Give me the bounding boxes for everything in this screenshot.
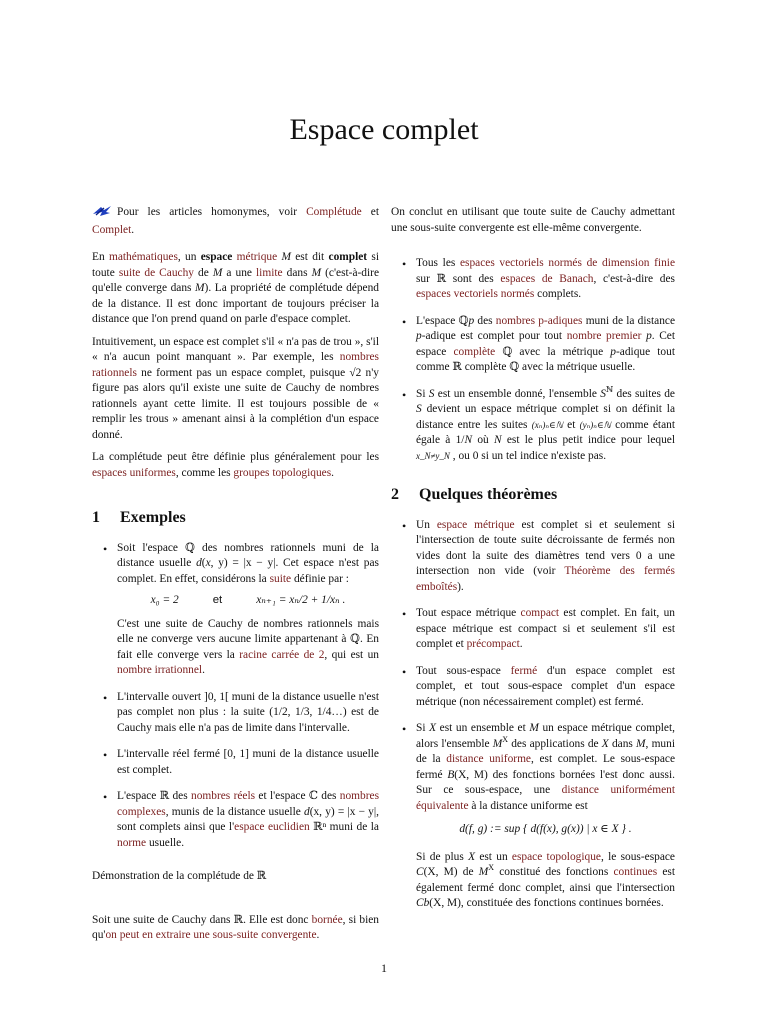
list-item: • Tout espace métrique compact est complet. En fait, un espace métrique est compact si et seulement s'il est complet et précompact.: [416, 606, 675, 653]
link-nombres-rationnels[interactable]: nombres rationnels: [92, 351, 379, 379]
list-item: • Si S est un ensemble donné, l'ensemble $S^ℕ$ des suites de S devient un espace métrique complet si on définit la distance entre les suites (xₙ)ₙ∈ℕ et (yₙ)ₙ∈ℕ comme étant égale à 1/N où N est le plus petit indice pour lequel x_N≠y_N , ou 0 si un tel indice n'existe pas.: [416, 387, 675, 465]
link-compact[interactable]: compact: [520, 607, 560, 620]
link-bornee[interactable]: bornée: [311, 913, 343, 926]
link-groupes-topologiques[interactable]: groupes topologiques: [233, 466, 332, 479]
link-norme[interactable]: norme: [117, 836, 147, 849]
list-item: • Tous les espaces vectoriels normés de dimension finie sur ℝ sont des espaces de Banach, c'est-à-dire des espaces vectoriels normés complets.: [416, 256, 675, 303]
generalisation-paragraph: La complétude peut être définie plus généralement pour les espaces uniformes, comme les groupes topologiques.: [92, 451, 379, 479]
link-distance-uniformement-equivalente[interactable]: distance uniformément équivalente: [416, 784, 675, 812]
link-nombres-reels[interactable]: nombres réels: [191, 790, 256, 803]
theorems-list: [391, 518, 675, 912]
intuition-paragraph: Intuitivement, un espace est complet s'il « n'a pas de trou », s'il « n'a aucun point manquant ». Par exemple, les nombres rationnels ne forment pas un espace complet, puisque √2 n'y figure pas alors qu'il existe une suite de Cauchy de nombres rationnels ayant cette limite. Il est toujours possible de « remplir les trous » amenant ainsi à la complétion d'un espace donné.: [92, 335, 379, 441]
list-item: • L'espace ℝ des nombres réels et l'espace ℂ des nombres complexes, munis de la distance usuelle d(x, y) = |x − y|, sont complets ainsi que l'espace euclidien ℝⁿ muni de la norme usuelle.: [117, 789, 379, 851]
link-metrique[interactable]: métrique: [236, 251, 278, 263]
link-espaces-uniformes[interactable]: espaces uniformes: [92, 466, 176, 479]
section-heading-theoremes: 2 Quelques théorèmes: [391, 486, 558, 503]
list-item: • L'intervalle ouvert ]0, 1[ muni de la distance usuelle n'est pas complet non plus : la suite (1/2, 1/3, 1/4…) est de Cauchy mais elle n'a pas de limite dans l'intervalle.: [117, 690, 379, 737]
link-espace-metrique[interactable]: espace métrique: [436, 518, 515, 531]
link-evn-dimension-finie[interactable]: espaces vectoriels normés de dimension finie: [459, 257, 675, 269]
complete-spaces-list: [391, 256, 675, 464]
link-espace-topologique[interactable]: espace topologique: [511, 850, 601, 863]
link-distance-uniforme[interactable]: distance uniforme: [446, 753, 531, 766]
section-heading-exemples: 1 Exemples: [92, 509, 186, 526]
list-item: • Si X est un ensemble et M un espace métrique complet, alors l'ensemble $M^X$ des applications de X dans M, muni de la distance uniforme, est complet. Le sous-espace fermé B(X, M) des fonctions bornées l'est donc aussi. Sur ce sous-espace, une distance uniformément équivalente à la distance uniforme est d(f, g) := sup { d(f(x), g(x)) | x ∈ X } . Si de plus X est un espace topologique, le sous-espace C(X, M) de $M^X$ constitué des fonctions continues est également fermé donc complet, ainsi que l'intersection Cb(X, M), constituée des fonctions continues bornées.: [416, 721, 675, 912]
demonstration-paragraph: Soit une suite de Cauchy dans ℝ. Elle est donc bornée, si bien qu'on peut en extraire une sous-suite convergente.: [92, 913, 379, 942]
list-item: • L'espace ℚp des nombres p-adiques muni de la distance p-adique est complet pour tout nombre premier p. Cet espace complète ℚ avec la métrique p-adique tout comme ℝ complète ℚ avec la métrique usuelle.: [416, 314, 675, 376]
link-theoreme-fermes-emboites[interactable]: Théorème des fermés emboîtés: [416, 565, 675, 593]
link-nombre-premier[interactable]: nombre premier: [566, 330, 642, 342]
link-suite-de-cauchy[interactable]: suite de Cauchy: [118, 266, 194, 279]
link-precompact[interactable]: précompact: [466, 638, 520, 651]
demonstration-heading: Démonstration de la complétude de ℝ: [92, 870, 267, 883]
link-limite[interactable]: limite: [256, 266, 283, 279]
list-item: • Tout sous-espace fermé d'un espace complet est complet, et tout sous-espace complet d'un espace métrique (non nécessairement complet) est fermé.: [416, 664, 675, 711]
link-nombres-complexes[interactable]: nombres complexes: [117, 790, 380, 818]
left-column: [92, 205, 379, 951]
link-nombre-irrationnel[interactable]: nombre irrationnel: [117, 664, 203, 677]
link-completude[interactable]: Complétude: [306, 206, 362, 218]
link-espaces-de-banach[interactable]: espaces de Banach: [500, 272, 594, 285]
link-ferme[interactable]: fermé: [510, 664, 538, 677]
examples-list: [92, 541, 379, 852]
homonym-note: Pour les articles homonymes, voir Complétude et Complet.: [92, 206, 379, 236]
page-number: 1: [381, 961, 387, 975]
link-racine-carree-de-2[interactable]: racine carrée de 2: [239, 648, 325, 661]
link-continues[interactable]: continues: [613, 866, 658, 879]
link-espace-euclidien[interactable]: espace euclidien: [234, 821, 310, 834]
list-item: • Soit l'espace ℚ des nombres rationnels muni de la distance usuelle d(x, y) = |x − y|. Cet espace n'est pas complet. En effet, considérons la suite définie par : x₀ = 2 et xₙ₊₁ = xₙ/2 + 1/xₙ . C'est une suite de Cauchy de nombres rationnels mais elle ne converge vers aucune limite appartenant à ℚ. En fait elle converge vers la racine carrée de 2, qui est un nombre irrationnel.: [117, 541, 379, 679]
link-complete[interactable]: complète: [453, 345, 496, 358]
intro-paragraph: En mathématiques, un espace métrique M est dit complet si toute suite de Cauchy de M a une limite dans M (c'est-à-dire qu'elle converge dans M). La propriété de complétude dépend de la distance. Il est donc important de toujours préciser la distance que l'on prend quand on parle d'espace complet.: [92, 251, 380, 325]
list-item: • Un espace métrique est complet si et seulement si l'intersection de toute suite décroissante de fermés non vides dont la suite des diamètres tend vers 0 a une intersection non vide (voir Théorème des fermés emboîtés).: [416, 518, 675, 596]
link-evn[interactable]: espaces vectoriels normés: [416, 288, 535, 300]
disambiguation-icon: [92, 205, 112, 223]
link-nombres-p-adiques[interactable]: nombres p-adiques: [495, 314, 583, 327]
sequence-equation: x₀ = 2 et xₙ₊₁ = xₙ/2 + 1/xₙ .: [150, 594, 346, 607]
link-sous-suite-convergente[interactable]: on peut en extraire une sous-suite convergente: [105, 929, 317, 942]
conclusion-paragraph: On conclut en utilisant que toute suite de Cauchy admettant une sous-suite convergente est elle-même convergente.: [391, 206, 675, 234]
uniform-distance-equation: d(f, g) := sup { d(f(x), g(x)) | x ∈ X } .: [459, 823, 632, 836]
link-suite[interactable]: suite: [269, 572, 292, 585]
list-item: • L'intervalle réel fermé [0, 1] muni de la distance usuelle est complet.: [117, 747, 379, 778]
right-column: [391, 205, 675, 923]
link-mathematiques[interactable]: mathématiques: [108, 251, 178, 263]
link-complet[interactable]: Complet: [92, 223, 132, 236]
page-title: Espace complet: [289, 113, 479, 146]
